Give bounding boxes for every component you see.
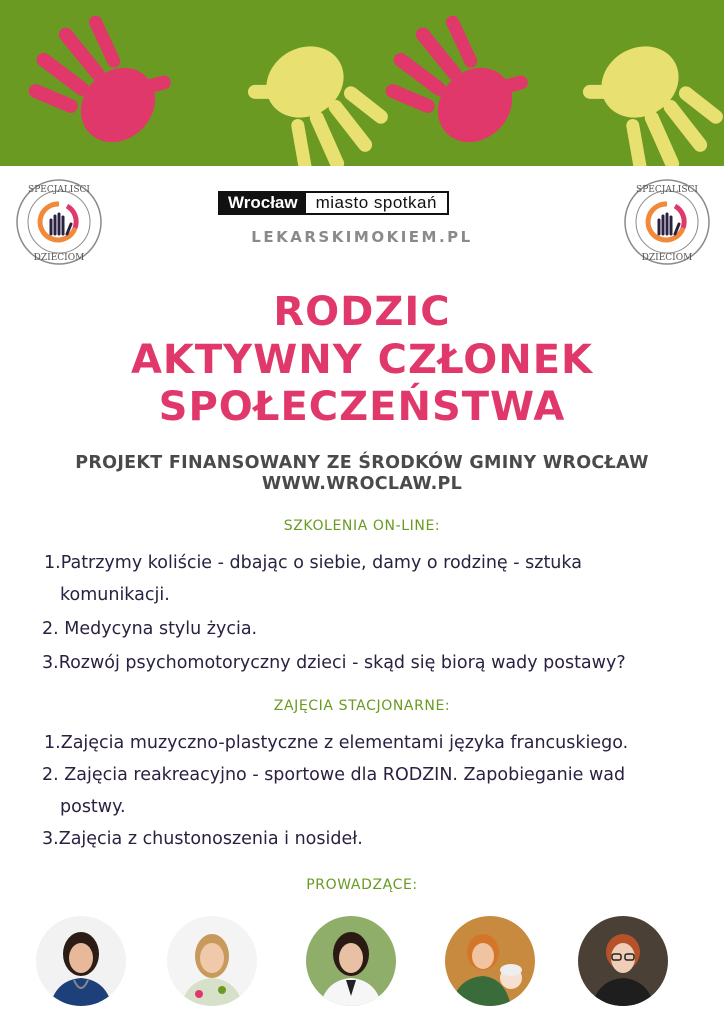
seal-bottom-text: DZIECIOM bbox=[641, 253, 693, 263]
specialists-seal-left bbox=[15, 178, 103, 266]
list-item-continuation: komunikacji. bbox=[60, 585, 170, 605]
item-text: Zajęcia muzyczno-plastyczne z elementami języka francuskiego. bbox=[60, 733, 629, 753]
stationary-heading: ZAJĘCIA STACJONARNE: bbox=[273, 698, 451, 714]
list-item bbox=[42, 648, 626, 678]
pink-hand-1 bbox=[11, 0, 183, 166]
city-logo-bold: Wrocław bbox=[220, 193, 306, 213]
item-text: Patrzymy koliście - dbając o siebie, damy o rodzinę - sztuka bbox=[60, 553, 582, 573]
seal-top-text: SPECJALIŚCI bbox=[636, 185, 698, 195]
city-logo-light: miasto spotkań bbox=[315, 193, 437, 212]
title-line-2: AKTYWNY CZŁONEK bbox=[130, 337, 594, 383]
yellow-hand-1 bbox=[238, 24, 402, 166]
host-photo-4 bbox=[445, 916, 535, 1006]
hosts-heading: PROWADZĄCE: bbox=[306, 877, 418, 893]
list-item-continuation: postwy. bbox=[60, 797, 126, 817]
item-text: Rozwój psychomotoryczny dzieci - skąd się biorą wady postawy? bbox=[58, 653, 626, 673]
wroclaw-city-logo bbox=[218, 191, 449, 215]
handprint-banner bbox=[0, 0, 724, 166]
item-number: 2. bbox=[42, 765, 59, 785]
item-text: Zajęcia reakreacyjno - sportowe dla RODZIN. Zapobieganie wad bbox=[58, 765, 626, 785]
handprints-illustration bbox=[0, 0, 724, 166]
seal-bottom-text: DZIECIOM bbox=[33, 253, 85, 263]
website-text: LEKARSKIMOKIEM.PL bbox=[251, 228, 473, 246]
seal-top-text: SPECJALIŚCI bbox=[28, 185, 90, 195]
item-text: Medycyna stylu życia. bbox=[58, 619, 258, 639]
online-heading: SZKOLENIA ON-LINE: bbox=[283, 518, 441, 534]
specialists-seal-right bbox=[623, 178, 711, 266]
funding-line: PROJEKT FINANSOWANY ZE ŚRODKÓW GMINY WROCŁAW bbox=[75, 453, 649, 473]
host-photo-1 bbox=[36, 916, 126, 1006]
item-number: 3. bbox=[42, 829, 59, 849]
pink-hand-2 bbox=[368, 0, 540, 166]
item-number: 1. bbox=[44, 553, 61, 573]
list-item bbox=[44, 728, 628, 758]
item-number: 3. bbox=[42, 653, 59, 673]
list-item bbox=[42, 614, 257, 644]
yellow-hand-2 bbox=[573, 24, 724, 166]
item-number: 2. bbox=[42, 619, 59, 639]
host-photo-3 bbox=[306, 916, 396, 1006]
host-photo-5 bbox=[578, 916, 668, 1006]
list-item bbox=[42, 824, 363, 854]
list-item bbox=[42, 760, 625, 790]
item-number: 1. bbox=[44, 733, 61, 753]
title-line-1: RODZIC bbox=[273, 289, 451, 335]
item-text: Zajęcia z chustonoszenia i nosideł. bbox=[58, 829, 363, 849]
funding-website: WWW.WROCLAW.PL bbox=[261, 474, 463, 494]
host-photo-2 bbox=[167, 916, 257, 1006]
list-item bbox=[44, 548, 582, 578]
title-line-3: SPOŁECZEŃSTWA bbox=[158, 384, 566, 430]
